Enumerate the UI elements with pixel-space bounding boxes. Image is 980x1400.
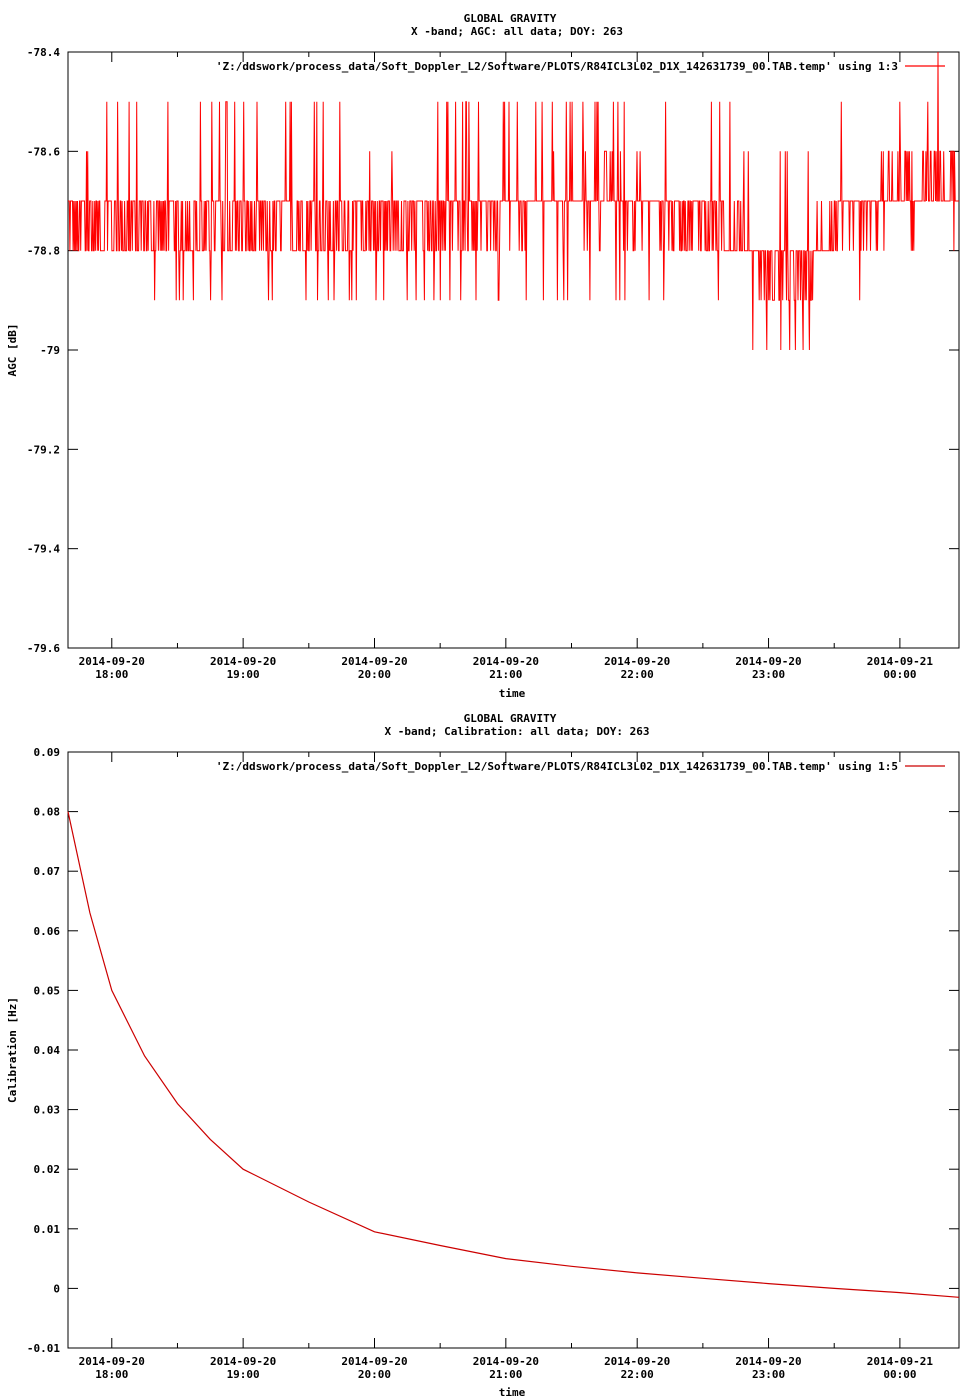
x-tick-date: 2014-09-20 — [735, 1355, 802, 1368]
x-tick-time: 21:00 — [489, 1368, 523, 1381]
legend-label: 'Z:/ddswork/process_data/Soft_Doppler_L2/Software/PLOTS/R84ICL3L02_D1X_142631739_00.TAB.temp' using 1:5 — [215, 760, 898, 773]
x-tick-time: 00:00 — [883, 668, 917, 681]
y-tick-label: -79 — [40, 344, 60, 357]
y-tick-label: 0.05 — [33, 984, 60, 998]
x-tick-date: 2014-09-20 — [604, 1355, 671, 1368]
y-tick-label: 0.07 — [33, 865, 60, 879]
chart-subtitle: X -band; AGC: all data; DOY: 263 — [411, 25, 623, 38]
x-axis-label: time — [498, 687, 526, 700]
x-tick-date: 2014-09-21 — [866, 1355, 934, 1368]
legend-label: 'Z:/ddswork/process_data/Soft_Doppler_L2/Software/PLOTS/R84ICL3L02_D1X_142631739_00.TAB.temp' using 1:3 — [215, 60, 898, 73]
x-tick-time: 22:00 — [620, 668, 654, 681]
x-tick-time: 18:00 — [95, 1368, 129, 1381]
y-tick-label: -79.2 — [26, 443, 60, 457]
x-tick-date: 2014-09-20 — [210, 1355, 277, 1368]
y-tick-label: -0.01 — [26, 1342, 60, 1355]
x-tick-time: 19:00 — [226, 1368, 260, 1381]
x-tick-date: 2014-09-20 — [78, 1355, 145, 1368]
x-tick-time: 22:00 — [620, 1368, 654, 1381]
x-tick-time: 18:00 — [95, 668, 129, 681]
x-tick-time: 19:00 — [226, 668, 260, 681]
y-tick-label: -79.4 — [26, 542, 60, 556]
x-tick-time: 20:00 — [357, 668, 392, 681]
chart-title: GLOBAL GRAVITY — [463, 712, 557, 725]
series-group — [68, 52, 959, 350]
y-tick-label: 0.01 — [33, 1222, 60, 1236]
series-line — [68, 52, 959, 350]
y-tick-label: -78.4 — [26, 46, 60, 59]
x-tick-date: 2014-09-20 — [472, 1355, 539, 1368]
y-tick-label: 0 — [53, 1282, 60, 1296]
axis-tick-labels — [27, 46, 934, 681]
y-tick-label: -78.6 — [26, 145, 60, 159]
y-tick-label: 0.04 — [33, 1044, 60, 1057]
x-tick-date: 2014-09-20 — [210, 655, 277, 668]
y-tick-label: 0.03 — [33, 1103, 60, 1117]
y-tick-label: 0.06 — [33, 924, 60, 938]
x-tick-time: 23:00 — [751, 668, 786, 681]
x-axis-label: time — [498, 1386, 526, 1399]
x-tick-time: 00:00 — [883, 1368, 917, 1381]
axis-ticks — [68, 52, 959, 648]
x-tick-date: 2014-09-20 — [341, 1355, 408, 1368]
x-tick-time: 21:00 — [489, 668, 523, 681]
x-tick-time: 20:00 — [357, 1368, 392, 1381]
y-tick-label: 0.09 — [33, 746, 60, 759]
x-tick-time: 23:00 — [751, 1368, 786, 1381]
x-tick-date: 2014-09-20 — [735, 655, 802, 668]
y-axis-label: Calibration [Hz] — [6, 997, 19, 1103]
x-tick-date: 2014-09-20 — [78, 655, 145, 668]
x-tick-date: 2014-09-20 — [604, 655, 671, 668]
y-tick-label: 0.02 — [33, 1163, 60, 1177]
chart-subtitle: X -band; Calibration: all data; DOY: 263 — [384, 725, 650, 738]
agc-chart — [6, 12, 959, 700]
axis-ticks — [68, 752, 959, 1348]
series-group — [68, 812, 959, 1298]
chart-title: GLOBAL GRAVITY — [463, 12, 557, 25]
x-tick-date: 2014-09-21 — [866, 655, 934, 668]
series-line — [68, 812, 959, 1298]
x-tick-date: 2014-09-20 — [472, 655, 539, 668]
y-tick-label: -78.8 — [26, 244, 60, 258]
y-tick-label: -79.6 — [26, 642, 60, 655]
y-tick-label: 0.08 — [33, 805, 60, 819]
calibration-chart — [6, 712, 959, 1399]
x-tick-date: 2014-09-20 — [341, 655, 408, 668]
plot-frame — [68, 52, 959, 648]
y-axis-label: AGC [dB] — [6, 323, 19, 377]
plot-frame — [68, 752, 959, 1348]
